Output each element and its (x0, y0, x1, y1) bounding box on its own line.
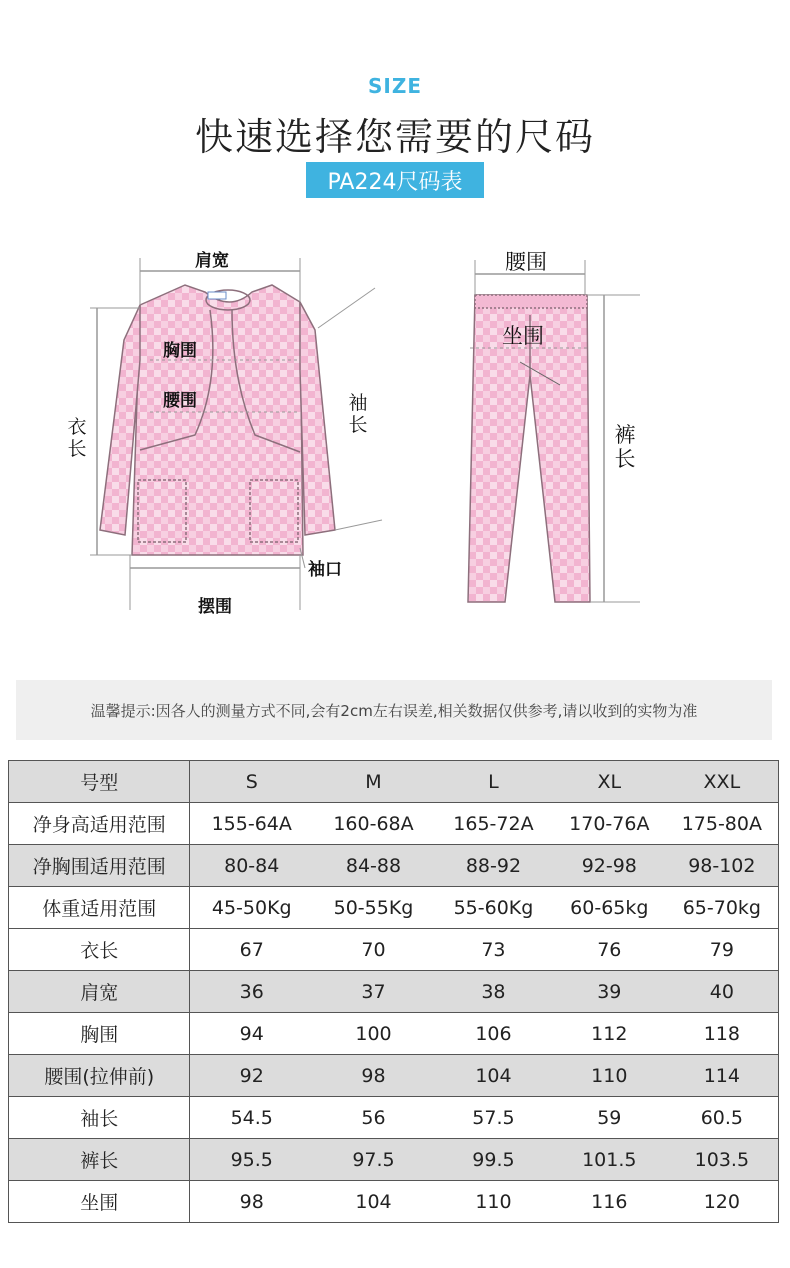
table-header-cell: M (313, 761, 434, 803)
table-cell: 40 (666, 971, 779, 1013)
table-cell: 98 (313, 1055, 434, 1097)
table-cell: 45-50Kg (190, 887, 313, 929)
table-cell: 97.5 (313, 1139, 434, 1181)
table-cell: 104 (313, 1181, 434, 1223)
table-cell: 57.5 (434, 1097, 553, 1139)
table-cell: 60-65kg (553, 887, 666, 929)
table-header-cell: XXL (666, 761, 779, 803)
table-header-row (9, 761, 779, 803)
table-cell: 112 (553, 1013, 666, 1055)
table-row (9, 845, 779, 887)
table-cell: 100 (313, 1013, 434, 1055)
shirt-body (132, 285, 303, 555)
table-cell: 65-70kg (666, 887, 779, 929)
table-cell: 38 (434, 971, 553, 1013)
row-label: 衣长 (9, 929, 190, 971)
table-cell: 170-76A (553, 803, 666, 845)
row-label: 体重适用范围 (9, 887, 190, 929)
label-chest: 胸围 (163, 341, 197, 361)
table-cell: 98-102 (666, 845, 779, 887)
garment-illustration (0, 230, 790, 630)
table-row (9, 1013, 779, 1055)
label-hem: 摆围 (198, 597, 232, 617)
table-cell: 39 (553, 971, 666, 1013)
table-cell: 103.5 (666, 1139, 779, 1181)
table-header-cell: 号型 (9, 761, 190, 803)
size-chart-badge: PA224尺码表 (306, 162, 484, 198)
table-cell: 80-84 (190, 845, 313, 887)
table-cell: 175-80A (666, 803, 779, 845)
measurement-diagram (0, 230, 790, 630)
table-cell: 95.5 (190, 1139, 313, 1181)
table-cell: 101.5 (553, 1139, 666, 1181)
table-cell: 98 (190, 1181, 313, 1223)
label-cuff: 袖口 (308, 560, 342, 580)
table-cell: 155-64A (190, 803, 313, 845)
table-cell: 50-55Kg (313, 887, 434, 929)
measurement-notice: 温馨提示:因各人的测量方式不同,会有2cm左右误差,相关数据仅供参考,请以收到的实物为准 (16, 680, 772, 740)
table-cell: 36 (190, 971, 313, 1013)
table-row (9, 971, 779, 1013)
table-cell: 59 (553, 1097, 666, 1139)
table-header-cell: S (190, 761, 313, 803)
table-row (9, 803, 779, 845)
table-cell: 118 (666, 1013, 779, 1055)
table-header-cell: L (434, 761, 553, 803)
table-cell: 88-92 (434, 845, 553, 887)
label-shoulder: 肩宽 (195, 251, 229, 271)
table-cell: 70 (313, 929, 434, 971)
page-title: 快速选择您需要的尺码 (194, 115, 595, 159)
shirt-right-sleeve (300, 302, 335, 535)
table-header-cell: XL (553, 761, 666, 803)
row-label: 裤长 (9, 1139, 190, 1181)
table-cell: 106 (434, 1013, 553, 1055)
table-cell: 120 (666, 1181, 779, 1223)
table-cell: 99.5 (434, 1139, 553, 1181)
table-row (9, 1181, 779, 1223)
row-label: 腰围(拉伸前) (9, 1055, 190, 1097)
table-cell: 76 (553, 929, 666, 971)
table-row (9, 929, 779, 971)
size-table (8, 760, 779, 1223)
table-cell: 54.5 (190, 1097, 313, 1139)
table-row (9, 1139, 779, 1181)
table-row (9, 1055, 779, 1097)
table-cell: 67 (190, 929, 313, 971)
table-cell: 73 (434, 929, 553, 971)
row-label: 净身高适用范围 (9, 803, 190, 845)
table-cell: 92-98 (553, 845, 666, 887)
table-cell: 56 (313, 1097, 434, 1139)
label-pants-waist: 腰围 (505, 250, 547, 274)
row-label: 袖长 (9, 1097, 190, 1139)
table-row (9, 887, 779, 929)
table-cell: 37 (313, 971, 434, 1013)
table-cell: 165-72A (434, 803, 553, 845)
label-waist: 腰围 (163, 391, 197, 411)
label-pants-length: 裤长 (614, 423, 636, 471)
table-cell: 104 (434, 1055, 553, 1097)
row-label: 胸围 (9, 1013, 190, 1055)
size-tag: SIZE (367, 74, 422, 98)
row-label: 净胸围适用范围 (9, 845, 190, 887)
table-cell: 110 (434, 1181, 553, 1223)
table-cell: 60.5 (666, 1097, 779, 1139)
label-seat: 坐围 (502, 324, 544, 348)
shirt-label (208, 292, 226, 299)
label-shirt-length: 衣长 (67, 416, 87, 460)
label-sleeve-length: 袖长 (348, 392, 368, 436)
table-cell: 116 (553, 1181, 666, 1223)
table-cell: 114 (666, 1055, 779, 1097)
table-cell: 84-88 (313, 845, 434, 887)
row-label: 坐围 (9, 1181, 190, 1223)
table-cell: 160-68A (313, 803, 434, 845)
table-cell: 92 (190, 1055, 313, 1097)
table-cell: 79 (666, 929, 779, 971)
table-cell: 94 (190, 1013, 313, 1055)
table-cell: 110 (553, 1055, 666, 1097)
table-cell: 55-60Kg (434, 887, 553, 929)
table-row (9, 1097, 779, 1139)
row-label: 肩宽 (9, 971, 190, 1013)
